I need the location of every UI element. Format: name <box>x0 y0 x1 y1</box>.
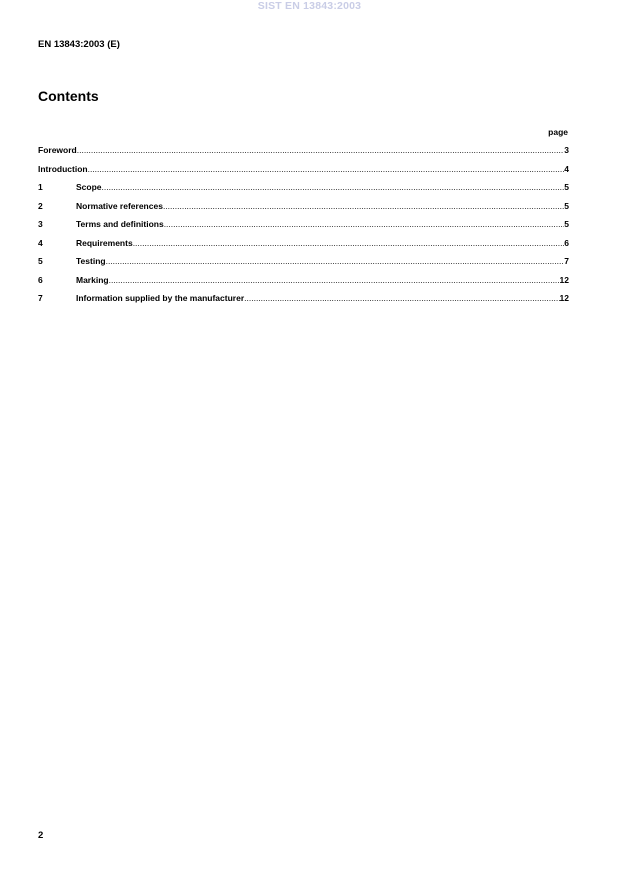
toc-entry-foreword[interactable] <box>38 145 569 164</box>
toc-dot-leader <box>163 201 564 211</box>
toc-entry-number: 7 <box>38 293 43 303</box>
toc-dot-leader <box>109 275 560 285</box>
toc-dot-leader <box>164 219 565 229</box>
toc-entry-normative-references[interactable] <box>38 201 569 220</box>
toc-entry-number: 2 <box>38 200 43 211</box>
page-column-label: page <box>548 127 568 137</box>
toc-dot-leader <box>244 293 559 303</box>
toc-entry-information-supplied[interactable] <box>38 293 569 312</box>
page-number: 2 <box>38 830 44 841</box>
toc-entry-number: 6 <box>38 274 43 285</box>
toc-dot-leader <box>102 182 565 192</box>
toc-entry-page: 7 <box>564 256 569 266</box>
toc-dot-leader <box>88 164 565 174</box>
toc-entry-page: 3 <box>564 145 569 155</box>
toc-entry-page: 5 <box>564 219 569 229</box>
toc-entry-title: Information supplied by the manufacturer <box>76 293 245 303</box>
watermark: SIST EN 13843:2003 <box>257 0 362 12</box>
toc-entry-title: Testing <box>76 256 106 266</box>
toc-entry-page: 5 <box>564 182 569 192</box>
toc-entry-title: Marking <box>76 274 109 285</box>
toc-entry-title: Terms and definitions <box>76 219 164 229</box>
toc-entry-marking[interactable] <box>38 275 569 294</box>
toc-entry-page: 4 <box>564 163 569 174</box>
toc-dot-leader <box>106 256 565 266</box>
toc-entry-scope[interactable] <box>38 182 569 201</box>
toc-entry-number: 3 <box>38 219 43 229</box>
toc-entry-title: Requirements <box>76 237 133 248</box>
toc-entry-testing[interactable] <box>38 256 569 275</box>
toc-entry-number: 1 <box>38 182 43 192</box>
toc-entry-number: 4 <box>38 237 43 248</box>
toc-entry-page: 6 <box>564 237 569 248</box>
toc-entry-terms-and-definitions[interactable] <box>38 219 569 238</box>
toc-entry-title: Normative references <box>76 200 163 211</box>
toc-entry-introduction[interactable] <box>38 164 569 183</box>
document-id: EN 13843:2003 (E) <box>38 39 120 50</box>
toc-entry-page: 12 <box>559 274 569 285</box>
toc-entry-requirements[interactable] <box>38 238 569 257</box>
toc-entry-page: 12 <box>559 293 569 303</box>
toc-entry-title: Scope <box>76 182 102 192</box>
toc-entry-page: 5 <box>564 200 569 211</box>
toc-dot-leader <box>133 238 565 248</box>
toc-entry-number: 5 <box>38 256 43 266</box>
contents-title: Contents <box>38 88 99 104</box>
toc-dot-leader <box>77 145 565 155</box>
toc-entry-title: Foreword <box>38 145 77 155</box>
table-of-contents <box>38 145 569 312</box>
toc-entry-title: Introduction <box>38 163 88 174</box>
